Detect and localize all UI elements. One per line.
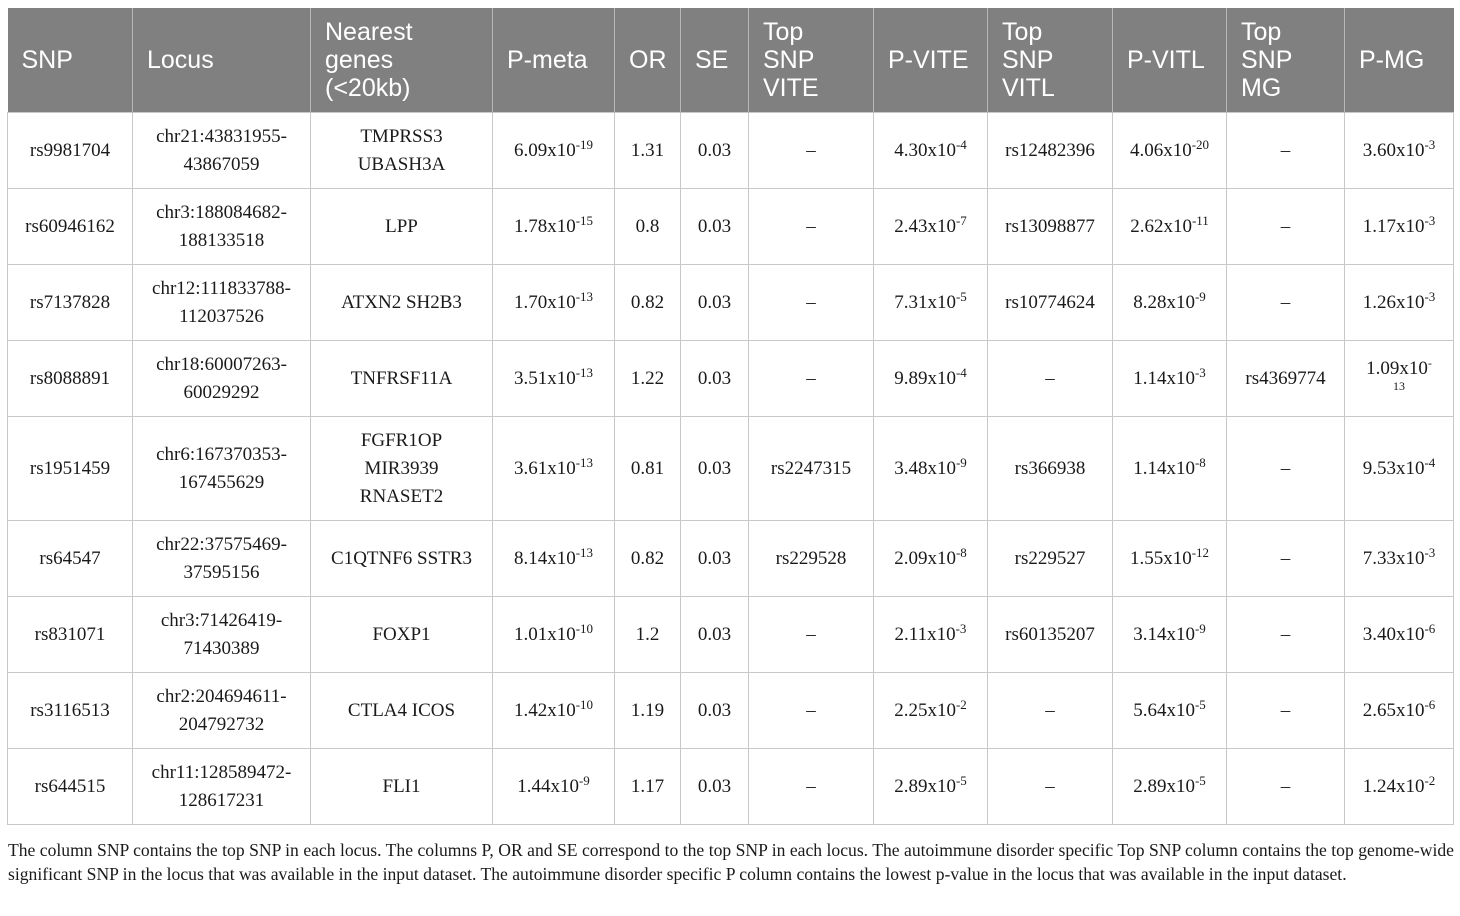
p-mg-cell-value — [1362, 288, 1436, 313]
p-vite-cell — [874, 521, 988, 597]
p-mantissa: 3.60x10 — [1362, 139, 1425, 161]
column-header-p-meta — [493, 8, 615, 113]
nearest-genes-cell — [311, 417, 493, 521]
p-mantissa: 3.48x10 — [894, 457, 956, 479]
top-snp-mg-cell: – — [1227, 113, 1345, 189]
p-mantissa: 4.06x10 — [1129, 139, 1192, 161]
p-vitl-cell-value — [1129, 544, 1210, 569]
nearest-genes-cell — [311, 597, 493, 673]
se-cell: 0.03 — [681, 749, 749, 825]
p-exponent: -9 — [1194, 288, 1206, 304]
p-vite-cell-value — [894, 544, 967, 569]
p-exponent: -4 — [955, 136, 967, 152]
top-snp-vite-cell: rs229528 — [749, 521, 874, 597]
p-exponent: -5 — [1194, 696, 1206, 712]
p-mantissa: 1.24x10 — [1362, 775, 1425, 797]
column-header-line: SE — [695, 46, 729, 74]
p-vitl-cell-value — [1133, 454, 1206, 479]
p-mantissa: 2.89x10 — [894, 775, 956, 797]
p-mantissa: 1.26x10 — [1362, 291, 1425, 313]
nearest-genes-cell-line: FLI1 — [382, 775, 421, 797]
p-meta-cell-value — [513, 454, 594, 479]
locus-cell-line: chr3:71426419- — [160, 609, 283, 631]
locus-cell — [133, 265, 311, 341]
table-row — [8, 521, 1454, 597]
p-mg-cell — [1345, 749, 1454, 825]
column-header-line: (<20kb) — [325, 74, 411, 102]
p-mantissa: 2.25x10 — [894, 699, 956, 721]
p-mg-cell-value — [1362, 212, 1436, 237]
column-header-line: Top — [1241, 18, 1282, 46]
table-footnote: The column SNP contains the top SNP in each locus. The columns P, OR and SE correspond to the top SNP in each locus. The autoimmune disorder specific Top SNP column contains the top genome-wide significant SNP in the locus that was available in the input dataset. The autoimmune disorder specific P column contains the lowest p-value in the locus that was available in the input dataset. — [8, 840, 1454, 884]
locus-cell-line: chr2:204694611- — [156, 685, 287, 707]
se-cell: 0.03 — [681, 113, 749, 189]
top-snp-vite-cell: – — [749, 597, 874, 673]
p-mg-cell — [1345, 265, 1454, 341]
p-exponent: -15 — [575, 212, 594, 228]
column-header-line: Locus — [147, 46, 214, 74]
p-exponent: -3 — [1424, 212, 1436, 228]
p-exponent: -3 — [1194, 364, 1206, 380]
p-vitl-cell — [1113, 673, 1227, 749]
p-vite-cell-value — [894, 620, 967, 645]
top-snp-vitl-cell: rs366938 — [988, 417, 1113, 521]
p-meta-cell — [493, 265, 615, 341]
top-snp-mg-cell: – — [1227, 597, 1345, 673]
p-exponent: -3 — [1424, 544, 1436, 560]
p-vitl-cell-value — [1133, 696, 1206, 721]
column-header-line: P-VITL — [1127, 46, 1205, 74]
locus-cell — [133, 673, 311, 749]
p-mg-cell-value — [1362, 454, 1436, 479]
or-cell: 1.2 — [615, 597, 681, 673]
p-exponent: -10 — [575, 696, 594, 712]
p-mantissa: 5.64x10 — [1133, 699, 1195, 721]
top-snp-vite-cell: – — [749, 673, 874, 749]
snp-cell: rs1951459 — [8, 417, 133, 521]
p-exponent: -9 — [1194, 620, 1206, 636]
p-mg-cell-value — [1359, 355, 1439, 393]
top-snp-mg-cell: rs4369774 — [1227, 341, 1345, 417]
nearest-genes-cell-line: FOXP1 — [372, 623, 431, 645]
nearest-genes-cell-line: RNASET2 — [359, 485, 444, 507]
p-exponent: -6 — [1424, 620, 1436, 636]
locus-cell-line: chr18:60007263- — [156, 353, 287, 375]
p-exponent: -4 — [955, 364, 967, 380]
p-meta-cell — [493, 341, 615, 417]
column-header-se — [681, 8, 749, 113]
p-vite-cell-value — [894, 288, 967, 313]
locus-cell-line: chr12:111833788- — [152, 277, 291, 299]
locus-cell-line: 204792732 — [178, 713, 265, 735]
p-mantissa: 7.33x10 — [1362, 547, 1425, 569]
p-meta-cell — [493, 521, 615, 597]
p-meta-cell-value — [513, 136, 594, 161]
p-exponent: -9 — [578, 772, 590, 788]
p-meta-cell-value — [517, 772, 590, 797]
snp-cell: rs831071 — [8, 597, 133, 673]
p-vite-cell-value — [894, 364, 967, 389]
p-exponent: -8 — [1194, 454, 1206, 470]
se-cell: 0.03 — [681, 417, 749, 521]
p-exponent: -19 — [575, 136, 594, 152]
p-mg-cell — [1345, 113, 1454, 189]
p-mg-cell-value — [1362, 696, 1436, 721]
p-mantissa: 9.53x10 — [1362, 457, 1425, 479]
locus-cell — [133, 417, 311, 521]
snp-cell: rs9981704 — [8, 113, 133, 189]
p-mantissa: 1.70x10 — [513, 291, 576, 313]
p-mantissa: 6.09x10 — [513, 139, 576, 161]
locus-cell — [133, 113, 311, 189]
p-exponent: -5 — [1194, 772, 1206, 788]
nearest-genes-cell — [311, 521, 493, 597]
p-vitl-cell — [1113, 113, 1227, 189]
p-vite-cell — [874, 673, 988, 749]
p-vite-cell-value — [894, 454, 967, 479]
column-header-line: OR — [629, 46, 667, 74]
top-snp-vite-cell: – — [749, 189, 874, 265]
table-row — [8, 265, 1454, 341]
p-mg-cell-value — [1362, 620, 1436, 645]
p-mantissa: 2.89x10 — [1133, 775, 1195, 797]
p-exponent: -13 — [575, 364, 594, 380]
p-vite-cell — [874, 597, 988, 673]
snp-cell: rs64547 — [8, 521, 133, 597]
top-snp-vitl-cell: – — [988, 749, 1113, 825]
p-mg-cell-value — [1362, 772, 1436, 797]
nearest-genes-cell-line: TNFRSF11A — [350, 367, 453, 389]
column-header-line: genes — [325, 46, 394, 74]
column-header-line: MG — [1241, 74, 1282, 102]
p-exponent: -2 — [1424, 772, 1436, 788]
p-vitl-cell — [1113, 417, 1227, 521]
p-mantissa: 8.28x10 — [1133, 291, 1195, 313]
locus-cell-line: chr3:188084682- — [156, 201, 287, 223]
p-mantissa: 1.44x10 — [517, 775, 579, 797]
column-header-line: Nearest — [325, 18, 413, 46]
p-exponent: -3 — [1424, 288, 1436, 304]
locus-cell-line: chr6:167370353- — [156, 443, 287, 465]
table-row — [8, 341, 1454, 417]
top-snp-vite-cell: – — [749, 749, 874, 825]
top-snp-mg-cell: – — [1227, 673, 1345, 749]
nearest-genes-cell-line: UBASH3A — [357, 153, 446, 175]
p-exponent: -13 — [575, 288, 594, 304]
p-vite-cell-value — [894, 212, 967, 237]
nearest-genes-cell — [311, 113, 493, 189]
nearest-genes-cell-line: CTLA4 ICOS — [347, 699, 456, 721]
locus-cell-line: 167455629 — [178, 471, 265, 493]
p-exponent: -11 — [1191, 212, 1209, 228]
p-meta-cell-value — [513, 544, 594, 569]
column-header-line: SNP — [763, 46, 815, 74]
p-vite-cell — [874, 189, 988, 265]
p-vite-cell-value — [894, 136, 967, 161]
p-mantissa: 2.62x10 — [1130, 215, 1192, 237]
snp-cell: rs3116513 — [8, 673, 133, 749]
p-exponent: -13 — [575, 454, 594, 470]
p-vitl-cell — [1113, 597, 1227, 673]
locus-cell-line: chr21:43831955- — [156, 125, 287, 147]
p-vite-cell-value — [894, 772, 967, 797]
locus-cell — [133, 597, 311, 673]
p-exponent: -13 — [575, 544, 594, 560]
p-mantissa: 3.40x10 — [1362, 623, 1425, 645]
column-header-line: VITE — [763, 74, 819, 102]
p-exponent: -8 — [955, 544, 967, 560]
column-header-snp — [8, 8, 133, 113]
nearest-genes-cell-line: LPP — [385, 215, 418, 237]
se-cell: 0.03 — [681, 673, 749, 749]
snp-cell: rs60946162 — [8, 189, 133, 265]
p-exponent-wrap: 13 — [1393, 378, 1405, 393]
top-snp-vitl-cell: – — [988, 673, 1113, 749]
table-row — [8, 749, 1454, 825]
column-header-line: SNP — [1002, 46, 1054, 74]
locus-cell — [133, 189, 311, 265]
p-vitl-cell-value — [1133, 364, 1206, 389]
p-mantissa: 1.01x10 — [513, 623, 576, 645]
p-exponent: -3 — [1424, 136, 1436, 152]
p-exponent: -3 — [955, 620, 967, 636]
p-vitl-cell — [1113, 749, 1227, 825]
p-meta-cell — [493, 597, 615, 673]
p-mantissa: 1.17x10 — [1362, 215, 1425, 237]
locus-cell-line: 71430389 — [183, 637, 260, 659]
p-exponent: -5 — [955, 288, 967, 304]
p-mantissa: 2.09x10 — [894, 547, 956, 569]
p-mg-cell — [1345, 597, 1454, 673]
nearest-genes-cell — [311, 673, 493, 749]
nearest-genes-cell-line: MIR3939 — [364, 457, 439, 479]
p-mantissa: 3.51x10 — [513, 367, 576, 389]
locus-cell-line: 188133518 — [178, 229, 265, 251]
or-cell: 0.81 — [615, 417, 681, 521]
p-mantissa: 1.09x10 — [1366, 357, 1428, 379]
or-cell: 1.17 — [615, 749, 681, 825]
p-vitl-cell-value — [1133, 288, 1206, 313]
p-vitl-cell — [1113, 341, 1227, 417]
p-mantissa: 8.14x10 — [513, 547, 576, 569]
nearest-genes-cell-line: C1QTNF6 SSTR3 — [331, 547, 472, 569]
column-header-p-mg — [1345, 8, 1454, 113]
column-header-line: P-MG — [1359, 46, 1425, 74]
p-mg-cell — [1345, 341, 1454, 417]
p-vitl-cell-value — [1130, 212, 1209, 237]
p-mantissa: 4.30x10 — [894, 139, 956, 161]
p-vite-cell — [874, 265, 988, 341]
nearest-genes-cell-line: FGFR1OP — [360, 429, 443, 451]
column-header-line: SNP — [1241, 46, 1293, 74]
top-snp-vite-cell: rs2247315 — [749, 417, 874, 521]
p-meta-cell — [493, 673, 615, 749]
top-snp-vitl-cell: rs229527 — [988, 521, 1113, 597]
p-mantissa: 7.31x10 — [894, 291, 956, 313]
p-meta-cell — [493, 749, 615, 825]
table-row — [8, 113, 1454, 189]
locus-cell-line: 43867059 — [183, 153, 260, 175]
top-snp-mg-cell: – — [1227, 521, 1345, 597]
p-exponent: -5 — [955, 772, 967, 788]
column-header-top-snp-vitl — [988, 8, 1113, 113]
se-cell: 0.03 — [681, 265, 749, 341]
p-mantissa: 1.14x10 — [1133, 367, 1195, 389]
nearest-genes-cell-line: ATXN2 SH2B3 — [341, 291, 462, 313]
or-cell: 1.31 — [615, 113, 681, 189]
column-header-top-snp-mg — [1227, 8, 1345, 113]
p-mg-cell-value — [1362, 544, 1436, 569]
or-cell: 0.82 — [615, 265, 681, 341]
nearest-genes-cell — [311, 189, 493, 265]
locus-cell — [133, 749, 311, 825]
table-row — [8, 189, 1454, 265]
p-meta-cell-value — [513, 212, 594, 237]
or-cell: 1.22 — [615, 341, 681, 417]
p-mg-cell — [1345, 189, 1454, 265]
p-exponent: - — [1427, 355, 1432, 370]
p-vitl-cell-value — [1129, 136, 1210, 161]
p-exponent: -2 — [955, 696, 967, 712]
nearest-genes-cell — [311, 265, 493, 341]
top-snp-vitl-cell: rs10774624 — [988, 265, 1113, 341]
p-vitl-cell-value — [1133, 772, 1206, 797]
snp-cell: rs8088891 — [8, 341, 133, 417]
p-mantissa: 2.43x10 — [894, 215, 956, 237]
column-header-top-snp-vite — [749, 8, 874, 113]
top-snp-vite-cell: – — [749, 341, 874, 417]
se-cell: 0.03 — [681, 189, 749, 265]
snp-cell: rs644515 — [8, 749, 133, 825]
locus-cell-line: chr11:128589472- — [151, 761, 292, 783]
p-vitl-cell-value — [1133, 620, 1206, 645]
se-cell: 0.03 — [681, 341, 749, 417]
top-snp-vite-cell: – — [749, 265, 874, 341]
header-row — [8, 8, 1454, 113]
top-snp-vitl-cell: rs13098877 — [988, 189, 1113, 265]
results-table — [7, 8, 1454, 825]
p-exponent: -20 — [1191, 136, 1210, 152]
column-header-nearest-genes — [311, 8, 493, 113]
top-snp-mg-cell: – — [1227, 265, 1345, 341]
top-snp-mg-cell: – — [1227, 189, 1345, 265]
p-exponent: -10 — [575, 620, 594, 636]
column-header-line: VITL — [1002, 74, 1055, 102]
locus-cell — [133, 521, 311, 597]
p-mantissa: 1.42x10 — [513, 699, 576, 721]
p-vite-cell — [874, 749, 988, 825]
p-vitl-cell — [1113, 521, 1227, 597]
p-meta-cell-value — [513, 288, 594, 313]
or-cell: 1.19 — [615, 673, 681, 749]
column-header-line: Top — [1002, 18, 1043, 46]
snp-cell: rs7137828 — [8, 265, 133, 341]
p-mantissa: 9.89x10 — [894, 367, 956, 389]
locus-cell-line: 128617231 — [178, 789, 265, 811]
p-vite-cell — [874, 341, 988, 417]
nearest-genes-cell — [311, 341, 493, 417]
locus-cell-line: 60029292 — [183, 381, 260, 403]
table-row — [8, 673, 1454, 749]
p-vitl-cell — [1113, 189, 1227, 265]
table-row — [8, 597, 1454, 673]
p-mantissa: 3.14x10 — [1133, 623, 1195, 645]
se-cell: 0.03 — [681, 597, 749, 673]
locus-cell-line: chr22:37575469- — [156, 533, 287, 555]
p-mantissa: 2.11x10 — [894, 623, 956, 645]
p-mg-cell — [1345, 521, 1454, 597]
p-mantissa: 2.65x10 — [1362, 699, 1425, 721]
column-header-locus — [133, 8, 311, 113]
top-snp-mg-cell: – — [1227, 749, 1345, 825]
or-cell: 0.8 — [615, 189, 681, 265]
top-snp-vitl-cell: rs12482396 — [988, 113, 1113, 189]
p-exponent: -12 — [1191, 544, 1210, 560]
locus-cell — [133, 341, 311, 417]
p-mantissa: 1.14x10 — [1133, 457, 1195, 479]
column-header-line: P-VITE — [888, 46, 969, 74]
se-cell: 0.03 — [681, 521, 749, 597]
p-mantissa: 1.55x10 — [1129, 547, 1192, 569]
table-row — [8, 417, 1454, 521]
or-cell: 0.82 — [615, 521, 681, 597]
locus-cell-line: 37595156 — [183, 561, 260, 583]
p-meta-cell — [493, 417, 615, 521]
top-snp-vitl-cell: – — [988, 341, 1113, 417]
p-vite-cell — [874, 113, 988, 189]
top-snp-mg-cell: – — [1227, 417, 1345, 521]
p-mg-cell — [1345, 417, 1454, 521]
table-body — [8, 113, 1454, 825]
p-exponent: -7 — [955, 212, 967, 228]
column-header-line: SNP — [21, 46, 73, 74]
top-snp-vitl-cell: rs60135207 — [988, 597, 1113, 673]
top-snp-vite-cell: – — [749, 113, 874, 189]
nearest-genes-cell — [311, 749, 493, 825]
nearest-genes-cell-line: TMPRSS3 — [360, 125, 443, 147]
p-vitl-cell — [1113, 265, 1227, 341]
p-meta-cell-value — [513, 696, 594, 721]
p-vite-cell-value — [894, 696, 967, 721]
p-exponent: -4 — [1424, 454, 1436, 470]
column-header-or — [615, 8, 681, 113]
column-header-p-vite — [874, 8, 988, 113]
p-meta-cell — [493, 189, 615, 265]
column-header-line: P-meta — [507, 46, 588, 74]
locus-cell-line: 112037526 — [179, 305, 264, 327]
column-header-p-vitl — [1113, 8, 1227, 113]
p-mantissa: 3.61x10 — [513, 457, 576, 479]
p-exponent: -6 — [1424, 696, 1436, 712]
p-meta-cell-value — [513, 364, 594, 389]
p-exponent: -9 — [955, 454, 967, 470]
p-vite-cell — [874, 417, 988, 521]
results-table-container — [7, 8, 1453, 825]
p-meta-cell-value — [513, 620, 594, 645]
column-header-line: Top — [763, 18, 804, 46]
p-meta-cell — [493, 113, 615, 189]
p-mantissa: 1.78x10 — [513, 215, 576, 237]
p-mg-cell-value — [1362, 136, 1436, 161]
p-mg-cell — [1345, 673, 1454, 749]
